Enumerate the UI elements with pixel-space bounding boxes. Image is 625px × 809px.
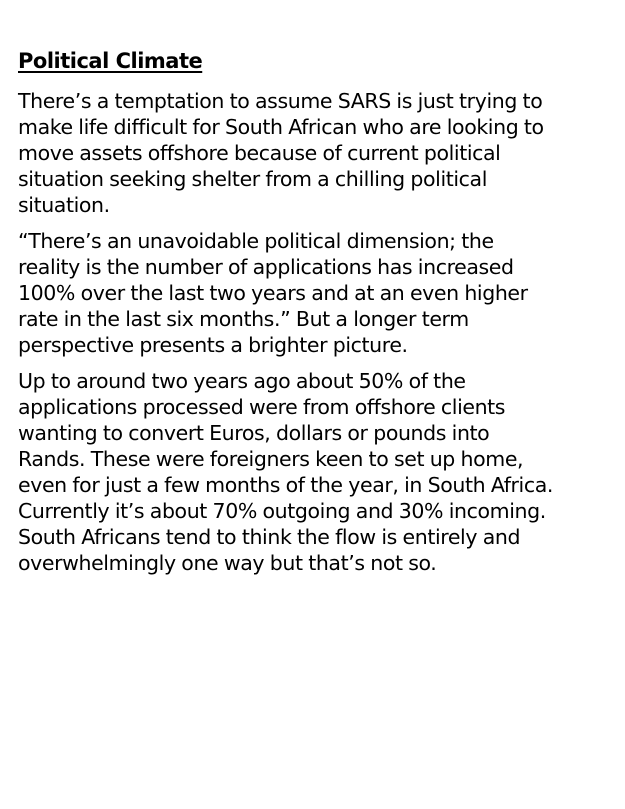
paragraph-applications-flow bbox=[18, 368, 618, 576]
text-line: even for just a few months of the year, in South Africa. bbox=[18, 473, 553, 497]
text-line: overwhelmingly one way but that’s not so. bbox=[18, 551, 437, 575]
text-line: Currently it’s about 70% outgoing and 30% incoming. bbox=[18, 499, 546, 523]
text-line: situation seeking shelter from a chilling political bbox=[18, 167, 488, 191]
text-line: move assets offshore because of current political bbox=[18, 141, 501, 165]
text-line: reality is the number of applications has increased bbox=[18, 255, 514, 279]
text-line: applications processed were from offshore clients bbox=[18, 395, 506, 419]
paragraph-temptation bbox=[18, 88, 618, 218]
text-line: wanting to convert Euros, dollars or pounds into bbox=[18, 421, 490, 445]
text-line: perspective presents a brighter picture. bbox=[18, 333, 408, 357]
text-line: rate in the last six months.” But a longer term bbox=[18, 307, 469, 331]
document-page bbox=[18, 44, 618, 586]
text-line: make life difficult for South African who are looking to bbox=[18, 115, 544, 139]
section-heading: Political Climate bbox=[18, 49, 203, 73]
text-line: “There’s an unavoidable political dimension; the bbox=[18, 229, 494, 253]
text-line: There’s a temptation to assume SARS is just trying to bbox=[18, 89, 543, 113]
text-line: Rands. These were foreigners keen to set up home, bbox=[18, 447, 524, 471]
text-line: Up to around two years ago about 50% of the bbox=[18, 369, 466, 393]
paragraph-political-dimension bbox=[18, 228, 618, 358]
text-line: 100% over the last two years and at an even higher bbox=[18, 281, 528, 305]
text-line: situation. bbox=[18, 193, 110, 217]
text-line: South Africans tend to think the flow is entirely and bbox=[18, 525, 521, 549]
